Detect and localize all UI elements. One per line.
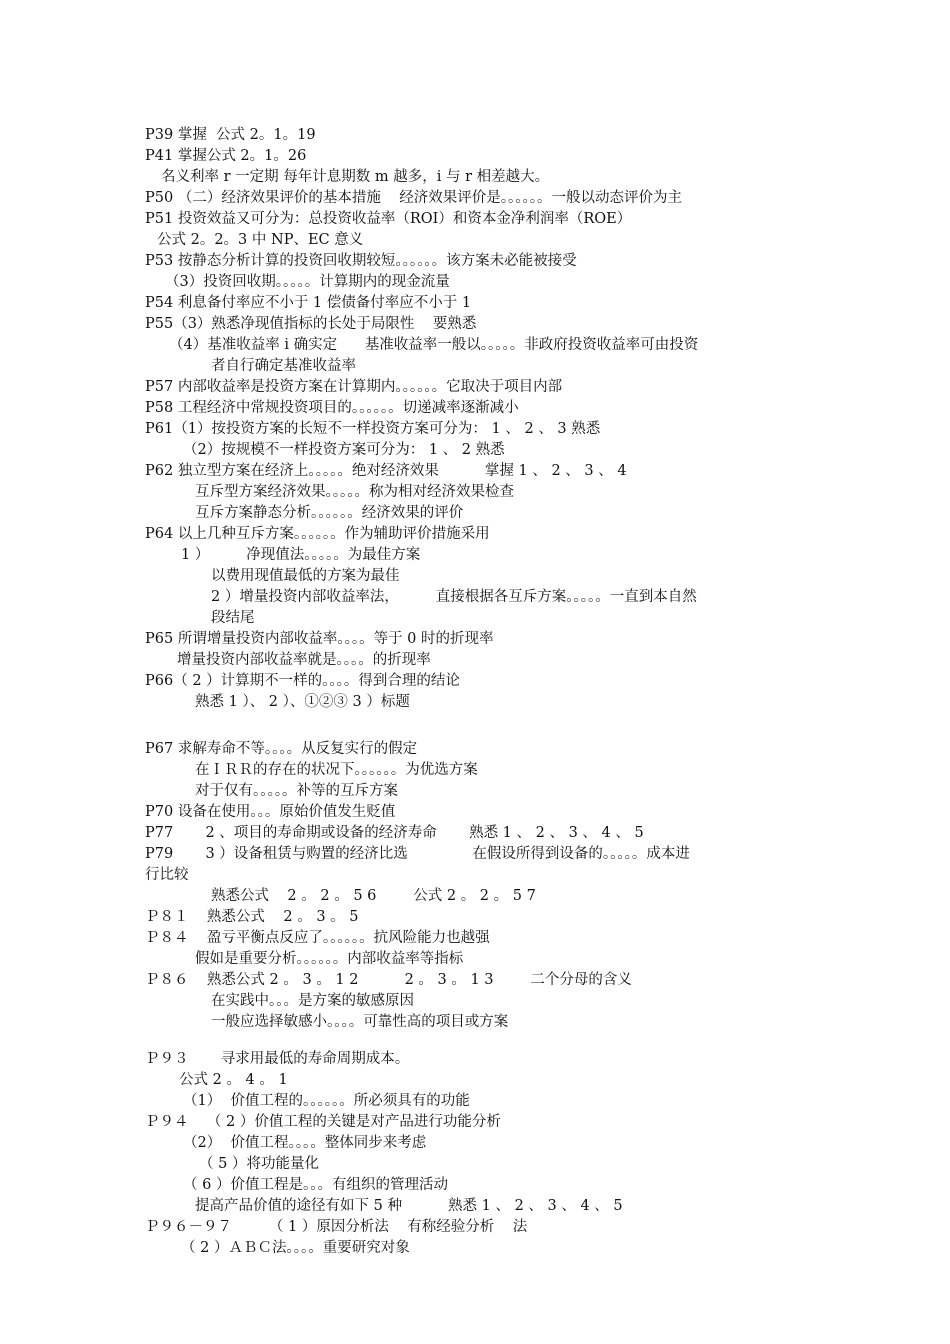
text-line: P77 2 、项目的寿命期或设备的经济寿命 熟悉 1 、 2 、 3 、 4 、 5 [145,825,644,841]
text-line: Ｐ８６ 熟悉公式 2 。 3 。 1 2 2 。 3 。 1 3 二个分母的含义 [145,972,632,988]
text-line: （ 2 ）ＡＢＣ法。。。。重要研究对象 [181,1240,410,1256]
text-line: P39 掌握 公式 2。1。19 [145,127,316,143]
text-line: 以费用现值最低的方案为最佳 [211,568,400,584]
text-line: P66（ 2 ）计算期不一样的。。。。得到合理的结论 [145,673,460,689]
text-line: P54 利息备付率应不小于 1 偿债备付率应不小于 1 [145,295,472,311]
text-line: 熟悉 1 ）、 2 ）、①②③ 3 ）标题 [195,694,410,710]
text-line: Ｐ９４ （ 2 ）价值工程的关键是对产品进行功能分析 [145,1114,501,1130]
text-line: 2 ）增量投资内部收益率法， 直接根据各互斥方案。。。。。一直到本自然 [211,589,697,605]
text-line: （2）按规模不一样投资方案可分为： 1 、 2 熟悉 [183,442,505,458]
text-line: 行比较 [145,867,189,883]
text-line: P61（1）按投资方案的长短不一样投资方案可分为： 1 、 2 、 3 熟悉 [145,421,601,437]
text-line: 互斥方案静态分析。。。。。。经济效果的评价 [195,505,464,521]
text-line: P51 投资效益又可分为：总投资收益率（ROI）和资本金净利润率（ROE） [145,211,632,227]
text-line: （1） 价值工程的。。。。。。所必须具有的功能 [183,1093,470,1109]
text-line: P70 设备在使用。。。原始价值发生贬值 [145,804,396,820]
text-line: 一般应选择敏感小。。。。可靠性高的项目或方案 [211,1014,509,1030]
text-line: 互斥型方案经济效果。。。。。称为相对经济效果检查 [195,484,514,500]
text-line: （4）基准收益率 i 确实定 基准收益率一般以。。。。。非政府投资收益率可由投资 [169,337,699,353]
text-line: P58 工程经济中常规投资项目的。。。。。。切递减率逐渐减小 [145,400,519,416]
text-line: Ｐ８４ 盈亏平衡点反应了。。。。。。抗风险能力也越强 [145,930,490,946]
text-line: P67 求解寿命不等。。。。从反复实行的假定 [145,741,418,757]
text-line: P41 掌握公式 2。1。26 [145,148,307,164]
text-line: 对于仅有。。。。。补等的互斥方案 [195,783,398,799]
text-line: Ｐ９３ 寻求用最低的寿命周期成本。 [145,1051,410,1067]
text-line: P79 3 ）设备租赁与购置的经济比选 在假设所得到设备的。。。。。成本进 [145,846,690,862]
text-line: 公式 2。2。3 中 NP、EC 意义 [157,232,364,248]
text-line: P50 （二）经济效果评价的基本措施 经济效果评价是。。。。。。一般以动态评价为主 [145,190,682,206]
text-line: 熟悉公式 2 。 2 。 5 6 公式 2 。 2 。 5 7 [211,888,536,904]
text-line: P65 所谓增量投资内部收益率。。。。等于 0 时的折现率 [145,631,494,647]
text-line: Ｐ８１ 熟悉公式 2 。 3 。 5 [145,909,359,925]
text-line: 1 ） 净现值法。。。。。为最佳方案 [181,547,421,563]
text-line: （ 6 ）价值工程是。。。有组织的管理活动 [183,1177,448,1193]
text-line: P53 按静态分析计算的投资回收期较短。。。。。。该方案未必能被接受 [145,253,577,269]
text-line: 在ＩＲＲ的存在的状况下。。。。。。为优选方案 [195,762,478,778]
text-line: 假如是重要分析。。。。。。内部收益率等指标 [195,951,464,967]
text-line: 公式 2 。 4 。 1 [179,1072,288,1088]
text-line: 在实践中。。。是方案的敏感原因 [211,993,414,1009]
text-line: P64 以上几种互斥方案。。。。。。作为辅助评价措施采用 [145,526,490,542]
text-line: 提高产品价值的途径有如下 5 种 熟悉 1 、 2 、 3 、 4 、 5 [195,1198,623,1214]
text-line: 增量投资内部收益率就是。。。。的折现率 [177,652,431,668]
text-line: 段结尾 [211,610,255,626]
text-line: （ 5 ）将功能量化 [199,1156,319,1172]
text-line: Ｐ９６－９７ （ 1 ）原因分析法 有称经验分析 法 [145,1219,528,1235]
text-line: （3）投资回收期。。。。。计算期内的现金流量 [165,274,450,290]
text-line: P55（3）熟悉净现值指标的长处于局限性 要熟悉 [145,316,477,332]
text-line: P62 独立型方案在经济上。。。。。绝对经济效果 掌握 1 、 2 、 3 、 4 [145,463,627,479]
text-line: 者自行确定基准收益率 [211,358,356,374]
text-line: （2） 价值工程。。。。整体同步来考虑 [183,1135,427,1151]
text-line: P57 内部收益率是投资方案在计算期内。。。。。。它取决于项目内部 [145,379,563,395]
text-line: 名义利率 r 一定期 每年计息期数 m 越多，i 与 r 相差越大。 [161,169,550,185]
